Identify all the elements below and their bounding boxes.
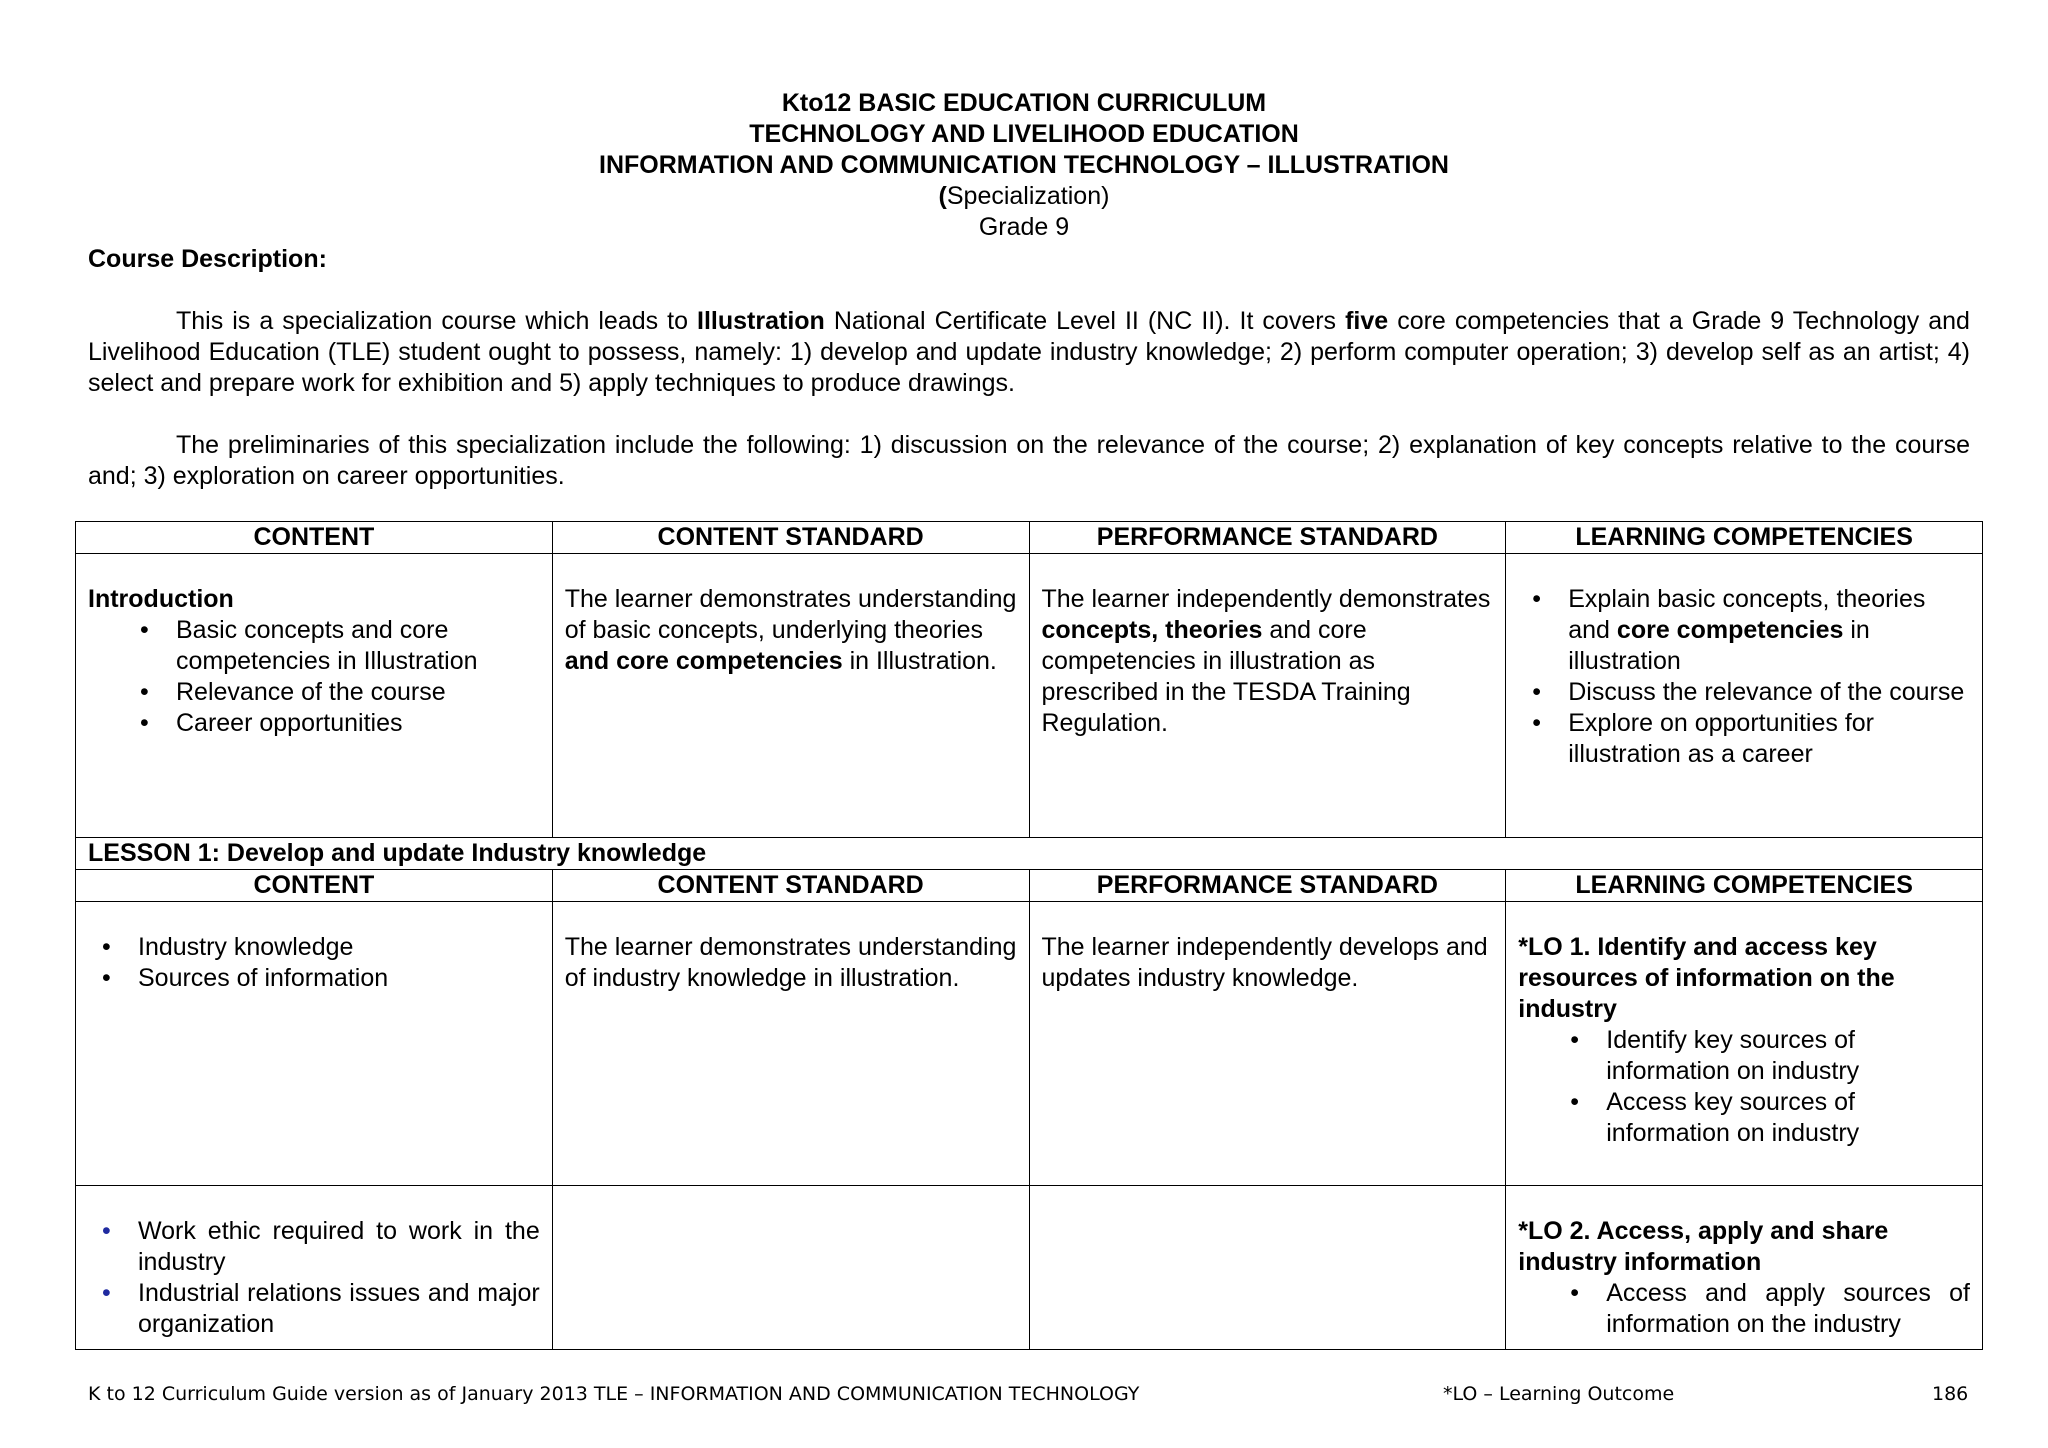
list-item xyxy=(1518,584,1970,677)
header-content: CONTENT xyxy=(76,522,553,554)
l1-learning-competencies-cell xyxy=(1506,902,1983,1186)
intro-cs-a: The learner demonstrates understanding of basic concepts, underlying theories xyxy=(564,585,1017,644)
document-header xyxy=(0,88,2048,243)
intro-title: Introduction xyxy=(88,585,234,613)
header-learning-competencies: LEARNING COMPETENCIES xyxy=(1506,522,1983,554)
lo1-list xyxy=(1518,1025,1970,1149)
header-line-2: TECHNOLOGY AND LIVELIHOOD EDUCATION xyxy=(749,120,1299,148)
list-item: • Access key sources of information on industry xyxy=(1518,1087,1970,1149)
header-content: CONTENT xyxy=(76,870,553,902)
header-content-standard: CONTENT STANDARD xyxy=(552,522,1029,554)
table-header-row xyxy=(76,522,1983,554)
list-item: • Explore on opportunities for illustration as a career xyxy=(1518,708,1970,770)
l1-content-cell xyxy=(76,902,553,1186)
intro-competency-list xyxy=(1518,584,1970,770)
list-item: • Industry knowledge xyxy=(88,932,540,963)
page-number: 186 xyxy=(1932,1383,1969,1405)
intro-ps-b: concepts, theories xyxy=(1041,616,1263,644)
footer-lo-note: *LO – Learning Outcome xyxy=(1443,1383,1675,1405)
intro-content-list xyxy=(88,615,540,739)
list-item: • Industrial relations issues and major organization xyxy=(88,1278,540,1340)
p1-text-e: core competencies that a Grade 9 Technology and Livelihood Education (TLE) student ought to possess, namely: 1) develop and update industry knowledge; 2) perform computer operation; 3) develop self as an artist; 4) select and prepare work for exhibition and 5) apply techniques to produce drawings. xyxy=(88,307,1970,397)
table-header-row-2 xyxy=(76,870,1983,902)
intro-content-standard-cell xyxy=(552,554,1029,838)
l1-content-list-2 xyxy=(88,1216,540,1340)
l2-performance-standard-cell xyxy=(1029,1186,1506,1350)
header-grade: Grade 9 xyxy=(978,213,1070,241)
intro-content-cell xyxy=(76,554,553,838)
intro-ps-c: and core competencies in illustration as prescribed in the TESDA Training Regulation. xyxy=(1041,616,1411,737)
course-description-paragraph-1 xyxy=(88,306,1970,399)
l1-content-cell-2 xyxy=(76,1186,553,1350)
footer-guide-version: K to 12 Curriculum Guide version as of January 2013 TLE – INFORMATION AND COMMUNICATION TECHNOLOGY xyxy=(88,1383,1140,1405)
list-item: • Career opportunities xyxy=(88,708,540,739)
list-item: • Relevance of the course xyxy=(88,677,540,708)
header-paren: ( xyxy=(938,182,947,210)
intro-ps-a: The learner independently demonstrates xyxy=(1041,585,1491,613)
list-item: • Sources of information xyxy=(88,963,540,994)
l1-content-standard-cell: The learner demonstrates understanding of industry knowledge in illustration. xyxy=(552,902,1029,1186)
table-row-lesson-1-lo2 xyxy=(76,1186,1983,1350)
header-line-4 xyxy=(0,181,2048,212)
list-item: • Identify key sources of information on industry xyxy=(1518,1025,1970,1087)
lesson-1-title: LESSON 1: Develop and update Industry knowledge xyxy=(76,838,1983,870)
p1-text-c: National Certificate Level II (NC II). It covers xyxy=(824,307,1346,335)
list-item: • Discuss the relevance of the course xyxy=(1518,677,1970,708)
lo1-title: *LO 1. Identify and access key resources of information on the industry xyxy=(1518,933,1895,1023)
header-line-1: Kto12 BASIC EDUCATION CURRICULUM xyxy=(781,89,1267,117)
lc1-b: core competencies xyxy=(1616,616,1844,644)
course-description-label: Course Description: xyxy=(88,245,327,273)
l2-learning-competencies-cell xyxy=(1506,1186,1983,1350)
p1-five: five xyxy=(1345,307,1389,335)
table-row-introduction xyxy=(76,554,1983,838)
l2-content-standard-cell xyxy=(552,1186,1029,1350)
lc1-a: Explain basic concepts, theories and xyxy=(1568,585,1926,644)
list-item: • Work ethic required to work in the industry xyxy=(88,1216,540,1278)
header-performance-standard: PERFORMANCE STANDARD xyxy=(1029,870,1506,902)
header-line-3: INFORMATION AND COMMUNICATION TECHNOLOGY – ILLUSTRATION xyxy=(599,151,1449,179)
intro-cs-b: and core competencies xyxy=(564,647,843,675)
header-content-standard: CONTENT STANDARD xyxy=(552,870,1029,902)
table-row-lesson-1-lo1 xyxy=(76,902,1983,1186)
list-item: • Access and apply sources of information on the industry xyxy=(1518,1278,1970,1340)
lo2-title: *LO 2. Access, apply and share industry information xyxy=(1518,1217,1889,1276)
l1-content-list xyxy=(88,932,540,994)
intro-performance-standard-cell xyxy=(1029,554,1506,838)
lc1-c: in illustration xyxy=(1568,616,1870,675)
header-learning-competencies: LEARNING COMPETENCIES xyxy=(1506,870,1983,902)
p1-text-a: This is a specialization course which leads to xyxy=(176,307,698,335)
lesson-1-title-row xyxy=(76,838,1983,870)
curriculum-table xyxy=(75,521,1983,1350)
lo2-list xyxy=(1518,1278,1970,1340)
intro-cs-c: in Illustration. xyxy=(842,647,997,675)
intro-learning-competencies-cell xyxy=(1506,554,1983,838)
header-specialization: Specialization) xyxy=(946,182,1110,210)
course-description-paragraph-2: The preliminaries of this specialization include the following: 1) discussion on the relevance of the course; 2) explanation of key concepts relative to the course and; 3) exploration on career opportunities. xyxy=(88,431,1970,490)
l1-performance-standard-cell: The learner independently develops and updates industry knowledge. xyxy=(1029,902,1506,1186)
header-performance-standard: PERFORMANCE STANDARD xyxy=(1029,522,1506,554)
list-item: • Basic concepts and core competencies in Illustration xyxy=(88,615,540,677)
p1-illustration: Illustration xyxy=(697,307,825,335)
